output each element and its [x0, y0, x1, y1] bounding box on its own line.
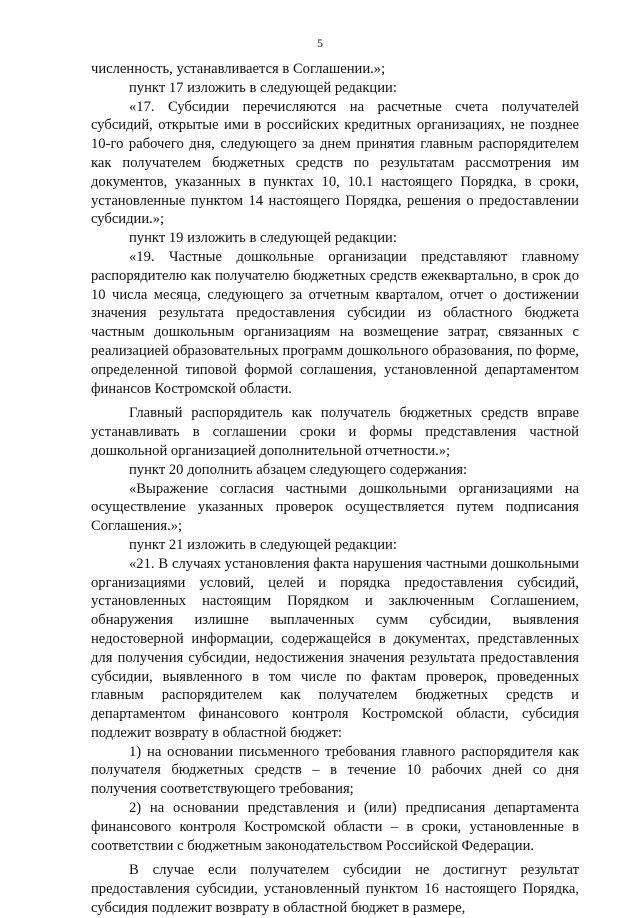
paragraph-item-21: «21. В случаях установления факта нарушения частными дошкольными организациями условий, целей и порядка предоставления субсидий, установленных настоящим Порядком и заключенным Соглашением, обнаружения излишне выплаченных сумм субсидии, выявления недостоверной информации, содержащейся в документах, представленных для получения субсидии, недостижения значения результата предоставления субсидии, выявленного в том числе по фактам проверок, проведенных главным распорядителем как получателем бюджетных средств и департаментом финансового контроля Костромской области, субсидия подлежит возврату в областной бюджет: — [91, 555, 579, 741]
document-body — [91, 60, 579, 918]
paragraph-amend-21: пункт 21 изложить в следующей редакции: — [129, 536, 397, 553]
paragraph-amend-19: пункт 19 изложить в следующей редакции: — [129, 230, 397, 247]
paragraph-main-distributor: Главный распорядитель как получатель бюджетных средств вправе устанавливать в соглашении сроки и формы представления частной дошкольной организацией дополнительной отчетности.»; — [91, 405, 579, 459]
paragraph-item-20: «Выражение согласия частными дошкольными организациями на осуществление указанных проверок осуществляется путем подписания Соглашения.»; — [91, 480, 579, 535]
page-number: 5 — [317, 36, 323, 50]
paragraph-item-17: «17. Субсидии перечисляются на расчетные счета получателей субсидий, открытые ими в российских кредитных организациях, не позднее 10-го рабочего дня, следующего за днем принятия главным распорядителем как получателем бюджетных средств по результатам рассмотрения им документов, указанных в пунктах 10, 10.1 настоящего Порядка, в сроки, установленные пунктом 14 настоящего Порядка, решения о предоставлении субсидии.»; — [91, 98, 579, 228]
paragraph-amend-20: пункт 20 дополнить абзацем следующего содержания: — [129, 461, 468, 478]
paragraph-subitem-2: 2) на основании представления и (или) предписания департамента финансового контроля Костромской области – в сроки, установленные в соответствии с бюджетным законодательством Российской Федерации. — [91, 800, 579, 854]
paragraph-amend-17: пункт 17 изложить в следующей редакции: — [129, 79, 397, 96]
paragraph-result-not-achieved: В случае если получателем субсидии не достигнут результат предоставления субсидии, установленный пунктом 16 настоящего Порядка, субсидия подлежит возврату в областной бюджет в размере, — [91, 862, 579, 917]
paragraph-subitem-1: 1) на основании письменного требования главного распорядителя как получателя бюджетных средств – в течение 10 рабочих дней со дня получения соответствующего требования; — [91, 743, 579, 798]
paragraph-continuation: численность, устанавливается в Соглашении.»; — [91, 61, 386, 77]
paragraph-item-19: «19. Частные дошкольные организации представляют главному распорядителю как получателю бюджетных средств ежеквартально, в срок до 10 числа месяца, следующего за отчетным кварталом, отчет о достижении значения результата предоставления субсидии из областного бюджета частным дошкольным организациям на возмещение затрат, связанных с реализацией образовательных программ дошкольного образования, по форме, определенной типовой формой соглашения, установленной департаментом финансов Костромской области. — [91, 248, 579, 397]
